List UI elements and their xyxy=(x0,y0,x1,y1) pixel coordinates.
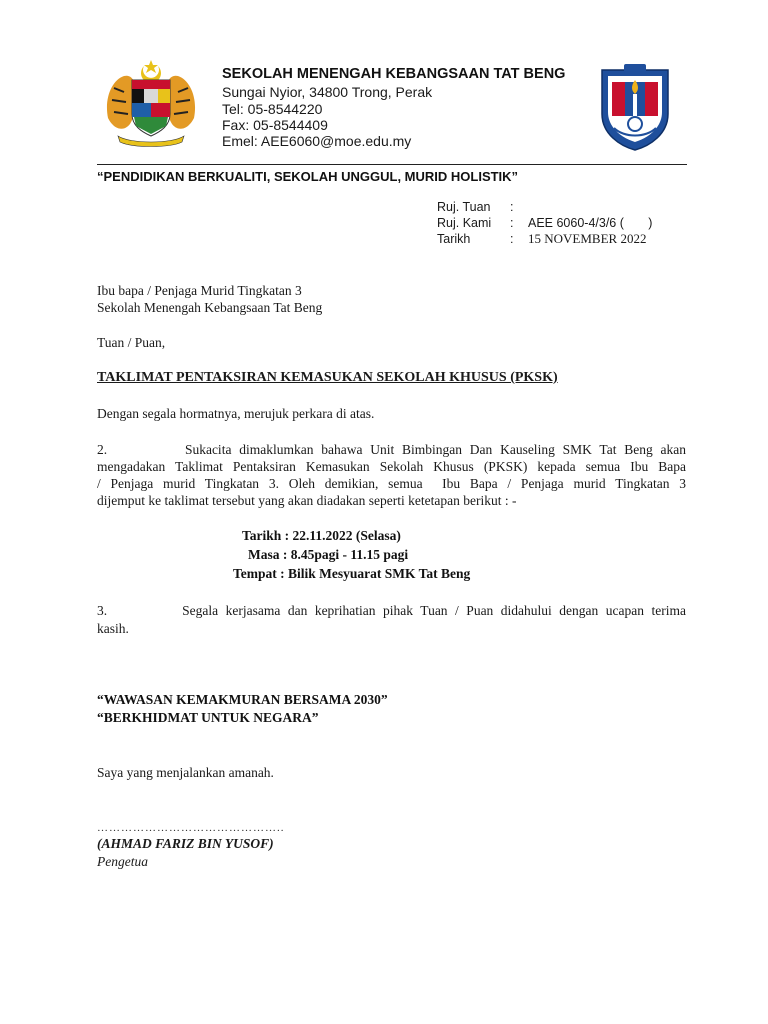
tarikh-value: 15 NOVEMBER 2022 xyxy=(528,231,647,246)
signature-line: ……………………………………….. xyxy=(97,822,285,834)
school-fax: Fax: 05-8544409 xyxy=(222,117,328,133)
para2-line-2: mengadakan Taklimat Pentaksiran Kemasukan Sekolah Khusus (PKSK) kepada semua Ibu Bapa xyxy=(97,459,686,474)
school-name: SEKOLAH MENENGAH KEBANGSAAN TAT BENG xyxy=(222,66,566,82)
letter-subject: TAKLIMAT PENTAKSIRAN KEMASUKAN SEKOLAH KHUSUS (PKSK) xyxy=(97,370,558,385)
slogan-wawasan: “WAWASAN KEMAKMURAN BERSAMA 2030” xyxy=(97,692,388,707)
letterhead-rule xyxy=(97,164,687,165)
school-motto: “PENDIDIKAN BERKUALITI, SEKOLAH UNGGUL, MURID HOLISTIK” xyxy=(97,169,519,184)
school-address: Sungai Nyior, 34800 Trong, Perak xyxy=(222,84,433,100)
closing-line: Saya yang menjalankan amanah. xyxy=(97,765,274,780)
ruj-kami-value: AEE 6060-4/3/6 ( ) xyxy=(528,216,653,230)
school-email: Emel: AEE6060@moe.edu.my xyxy=(222,133,412,149)
opening-line: Dengan segala hormatnya, merujuk perkara di atas. xyxy=(97,406,375,421)
ruj-kami-label: Ruj. Kami xyxy=(437,216,492,230)
event-time: Masa : 8.45pagi - 11.15 pagi xyxy=(248,547,409,562)
ruj-kami-colon: : xyxy=(510,216,514,230)
ruj-tuan-label: Ruj. Tuan xyxy=(437,200,491,214)
recipient-line-2: Sekolah Menengah Kebangsaan Tat Beng xyxy=(97,300,323,315)
recipient-line-1: Ibu bapa / Penjaga Murid Tingkatan 3 xyxy=(97,283,302,298)
para2-line-1: 2. Sukacita dimaklumkan bahawa Unit Bimbingan Dan Kauseling SMK Tat Beng akan xyxy=(97,442,686,457)
signatory-title: Pengetua xyxy=(97,854,148,869)
para2-line-4: dijemput ke taklimat tersebut yang akan diadakan seperti ketetapan berikut : - xyxy=(97,493,517,508)
para3-line-1: 3. Segala kerjasama dan keprihatian pihak Tuan / Puan didahului dengan ucapan terima xyxy=(97,603,686,618)
para3-line-2: kasih. xyxy=(97,621,129,636)
salutation: Tuan / Puan, xyxy=(97,335,166,350)
slogan-berkhidmat: “BERKHIDMAT UNTUK NEGARA” xyxy=(97,710,319,725)
event-date: Tarikh : 22.11.2022 (Selasa) xyxy=(242,528,401,543)
school-tel: Tel: 05-8544220 xyxy=(222,101,323,117)
para2-line-3: / Penjaga murid Tingkatan 3. Oleh demikian, semua Ibu Bapa / Penjaga murid Tingkatan 3 xyxy=(97,476,686,491)
school-crest-icon xyxy=(598,62,672,152)
malaysia-coat-of-arms-icon xyxy=(100,58,202,148)
tarikh-colon: : xyxy=(510,232,514,246)
tarikh-label: Tarikh xyxy=(437,232,471,246)
event-place: Tempat : Bilik Mesyuarat SMK Tat Beng xyxy=(233,566,471,581)
ruj-tuan-colon: : xyxy=(510,200,514,214)
signatory-name: (AHMAD FARIZ BIN YUSOF) xyxy=(97,836,274,851)
